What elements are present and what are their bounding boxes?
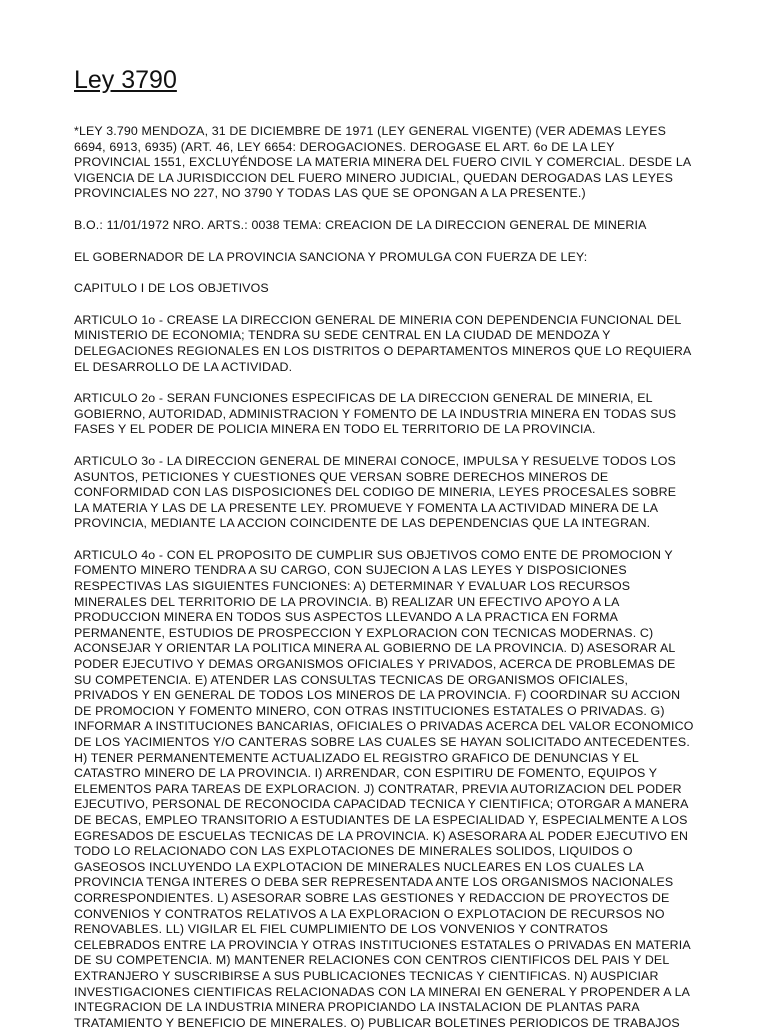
paragraph-article-3: ARTICULO 3o - LA DIRECCION GENERAL DE MINERAI CONOCE, IMPULSA Y RESUELVE TODOS LOS ASUNTOS, PETICIONES Y CUESTIONES QUE VERSAN SOBRE DERECHOS MINEROS DE CONFORMIDAD CON LAS DISPOSICIONES DEL CODIGO DE MINERIA, LEYES PROCESALES SOBRE LA MATERIA Y LAS DE LA PRESENTE LEY. PROMUEVE Y FOMENTA LA ACTIVIDAD MINERA DE LA PROVINCIA, MEDIANTE LA ACCION COINCIDENTE DE LAS DEPENDENCIAS QUE LA INTEGRAN.: [74, 453, 677, 531]
paragraph-chapter: CAPITULO I DE LOS OBJETIVOS: [74, 281, 269, 296]
paragraph-article-4: ARTICULO 4o - CON EL PROPOSITO DE CUMPLIR SUS OBJETIVOS COMO ENTE DE PROMOCION Y FOMENTO MINERO TENDRA A SU CARGO, CON SUJECION A LAS LEYES Y DISPOSICIONES RESPECTIVAS LAS SIGUIENTES FUNCIONES: A) DETERMINAR Y EVALUAR LOS RECURSOS MINERALES DEL TERRITORIO DE LA PROVINCIA. B) REALIZAR UN EFECTIVO APOYO A LA PRODUCCION MINERA EN TODOS SUS ASPECTOS LLEVANDO A LA PRACTICA EN FORMA PERMANENTE, ESTUDIOS DE PROSPECCION Y EXPLORACION CON TECNICAS MODERNAS. C) ACONSEJAR Y ORIENTAR LA POLITICA MINERA AL GOBIERNO DE LA PROVINCIA. D) ASESORAR AL PODER EJECUTIVO Y DEMAS ORGANISMOS OFICIALES Y PRIVADOS, ACERCA DE PROBLEMAS DE SU COMPETENCIA. E) ATENDER LAS CONSULTAS TECNICAS DE ORGANISMOS OFICIALES, PRIVADOS Y EN GENERAL DE TODOS LOS MINEROS DE LA PROVINCIA. F) COORDINAR SU ACCION DE PROMOCION Y FOMENTO MINERO, CON OTRAS INSTITUCIONES ESTATALES O PRIVADAS. G) INFORMAR A INSTITUCIONES BANCARIAS, OFICIALES O PRIVADAS ACERCA DEL VALOR ECONOMICO DE LOS YACIMIENTOS Y/O CANTERAS SOBRE LAS CUALES SE HAYAN SOLICITADO ANTECEDENTES. H) TENER PERMANENTEMENTE ACTUALIZADO EL REGISTRO GRAFICO DE DENUNCIAS Y EL CATASTRO MINERO DE LA PROVINCIA. I) ARRENDAR, CON ESPITIRU DE FOMENTO, EQUIPOS Y ELEMENTOS PARA TAREAS DE EXPLORACION. J) CONTRATAR, PREVIA AUTORIZACION DEL PODER EJECUTIVO, PERSONAL DE RECONOCIDA CAPACIDAD TECNICA Y CIENTIFICA; OTORGAR A MANERA DE BECAS, EMPLEO TRANSITORIO A ESTUDIANTES DE LA ESPECIALIDAD Y, ESPECIALMENTE A LOS EGRESADOS DE ESCUELAS TECNICAS DE LA PROVINCIA. K) ASESORARA AL PODER EJECUTIVO EN TODO LO RELACIONADO CON LAS EXPLOTACIONES DE MINERALES SOLIDOS, LIQUIDOS O GASEOSOS INCLUYENDO LA EXPLOTACION DE MINERALES NUCLEARES EN LOS CUALES LA PROVINCIA TENGA INTERES O DEBA SER REPRESENTADA ANTE LOS ORGANISMOS NACIONALES CORRESPONDIENTES. L) ASESORAR SOBRE LAS GESTIONES Y REDACCION DE PROYECTOS DE CONVENIOS Y CONTRATOS RELATIVOS A LA EXPLORACION O EXPLOTACION DE RECURSOS NO RENOVABLES. LL) VIGILAR EL FIEL CUMPLIMIENTO DE LOS VONVENIOS Y CONTRATOS CELEBRADOS ENTRE LA PROVINCIA Y OTRAS INSTITUCIONES ESTATALES O PRIVADAS EN MATERIA DE SU COMPETENCIA. M) MANTENER RELACIONES CON CENTROS CIENTIFICOS DEL PAIS Y DEL EXTRANJERO Y SUSCRIBIRSE A SUS PUBLICACIONES TECNICAS Y CIENTIFICAS. N) AUSPICIAR INVESTIGACIONES CIENTIFICAS RELACIONADAS CON LA MINERAI EN GENERAL Y PROPENDER A LA INTEGRACION DE LA INDUSTRIA MINERA PROPICIANDO LA INSTALACION DE PLANTAS PARA TRATAMIENTO Y BENEFICIO DE MINERALES. O) PUBLICAR BOLETINES PERIODICOS DE TRABAJOS: [74, 547, 694, 1030]
paragraph-header: *LEY 3.790 MENDOZA, 31 DE DICIEMBRE DE 1971 (LEY GENERAL VIGENTE) (VER ADEMAS LEYES 6694, 6913, 6935) (ART. 46, LEY 6654: DEROGACIONES. DEROGASE EL ART. 6o DE LA LEY PROVINCIAL 1551, EXCLUYÉNDOSE LA MATERIA MINERA DEL FUERO CIVIL Y COMERCIAL. DESDE LA VIGENCIA DE LA JURISDICCION DEL FUERO MINERO JUDICIAL, QUEDAN DEROGADAS LAS LEYES PROVINCIALES NO 227, NO 3790 Y TODAS LAS QUE SE OPONGAN A LA PRESENTE.): [74, 124, 691, 201]
paragraph-article-1: ARTICULO 1o - CREASE LA DIRECCION GENERAL DE MINERIA CON DEPENDENCIA FUNCIONAL DEL MINISTERIO DE ECONOMIA; TENDRA SU SEDE CENTRAL EN LA CIUDAD DE MENDOZA Y DELEGACIONES REGIONALES EN LOS DISTRITOS O DEPARTAMENTOS MINEROS QUE LO REQUIERA EL DESARROLLO DE LA ACTIVIDAD.: [74, 312, 691, 374]
paragraph-enactment: EL GOBERNADOR DE LA PROVINCIA SANCIONA Y PROMULGA CON FUERZA DE LEY:: [74, 249, 588, 264]
document-title: Ley 3790: [74, 66, 177, 94]
paragraph-article-2: ARTICULO 2o - SERAN FUNCIONES ESPECIFICAS DE LA DIRECCION GENERAL DE MINERIA, EL GOBIERNO, AUTORIDAD, ADMINISTRACION Y FOMENTO DE LA INDUSTRIA MINERA EN TODAS SUS FASES Y EL PODER DE POLICIA MINERA EN TODO EL TERRITORIO DE LA PROVINCIA.: [74, 391, 677, 437]
paragraph-bulletin: B.O.: 11/01/1972 NRO. ARTS.: 0038 TEMA: CREACION DE LA DIRECCION GENERAL DE MINERIA: [74, 217, 647, 232]
